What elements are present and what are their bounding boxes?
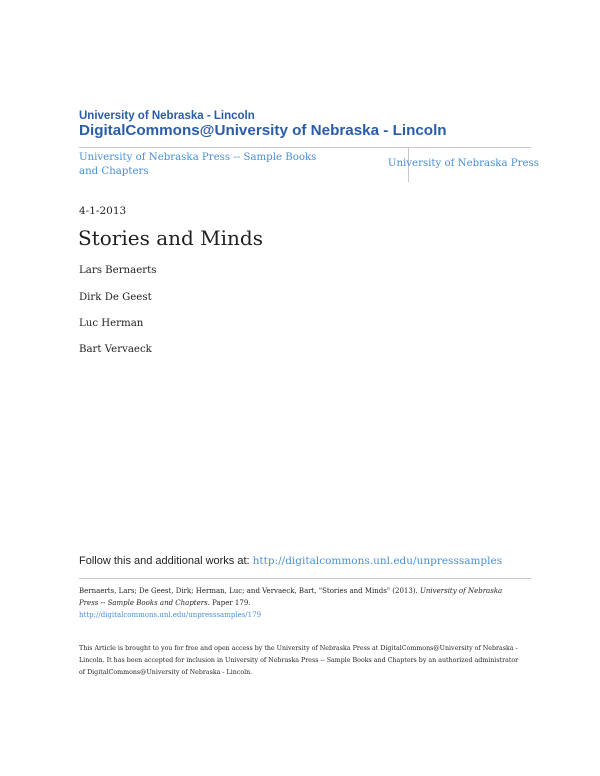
publisher-link[interactable]: University of Nebraska Press — [387, 158, 539, 169]
citation-paper: . Paper 179. — [207, 599, 251, 607]
collection-row — [79, 148, 539, 182]
document-title: Stories and Minds — [78, 226, 263, 250]
citation-link[interactable]: http://digitalcommons.unl.edu/unpresssamples/179 — [79, 611, 262, 619]
access-notice: This Article is brought to you for free and open access by the University of Nebraska Press at DigitalCommons@University of Nebraska - Lincoln. It has been accepted for inclusion in University of Nebraska Press -- Sample Books and Chapters by an authorized administrator of DigitalCommons@University of Nebraska - Lincoln. — [79, 645, 519, 676]
citation-series: University of Nebraska Press -- Sample Books and Chapters — [79, 587, 503, 607]
author-name: Bart Vervaeck — [79, 344, 152, 355]
follow-line — [79, 555, 502, 567]
repository-link[interactable]: DigitalCommons@University of Nebraska - Lincoln — [79, 122, 447, 139]
citation-text: Bernaerts, Lars; De Geest, Dirk; Herman, Luc; and Vervaeck, Bart, "Stories and Minds" (2013). — [79, 587, 418, 595]
citation — [79, 585, 519, 621]
publication-date: 4-1-2013 — [79, 205, 127, 217]
follow-link[interactable]: http://digitalcommons.unl.edu/unpresssamples — [252, 555, 503, 567]
author-name: Dirk De Geest — [79, 292, 152, 303]
author-name: Luc Herman — [79, 318, 144, 329]
series-link[interactable]: University of Nebraska Press -- Sample Books and Chapters — [79, 152, 317, 177]
bottom-divider — [79, 578, 531, 579]
follow-label: Follow this and additional works at: — [79, 555, 250, 567]
author-name: Lars Bernaerts — [79, 265, 157, 276]
institution-link[interactable]: University of Nebraska - Lincoln — [79, 110, 255, 122]
